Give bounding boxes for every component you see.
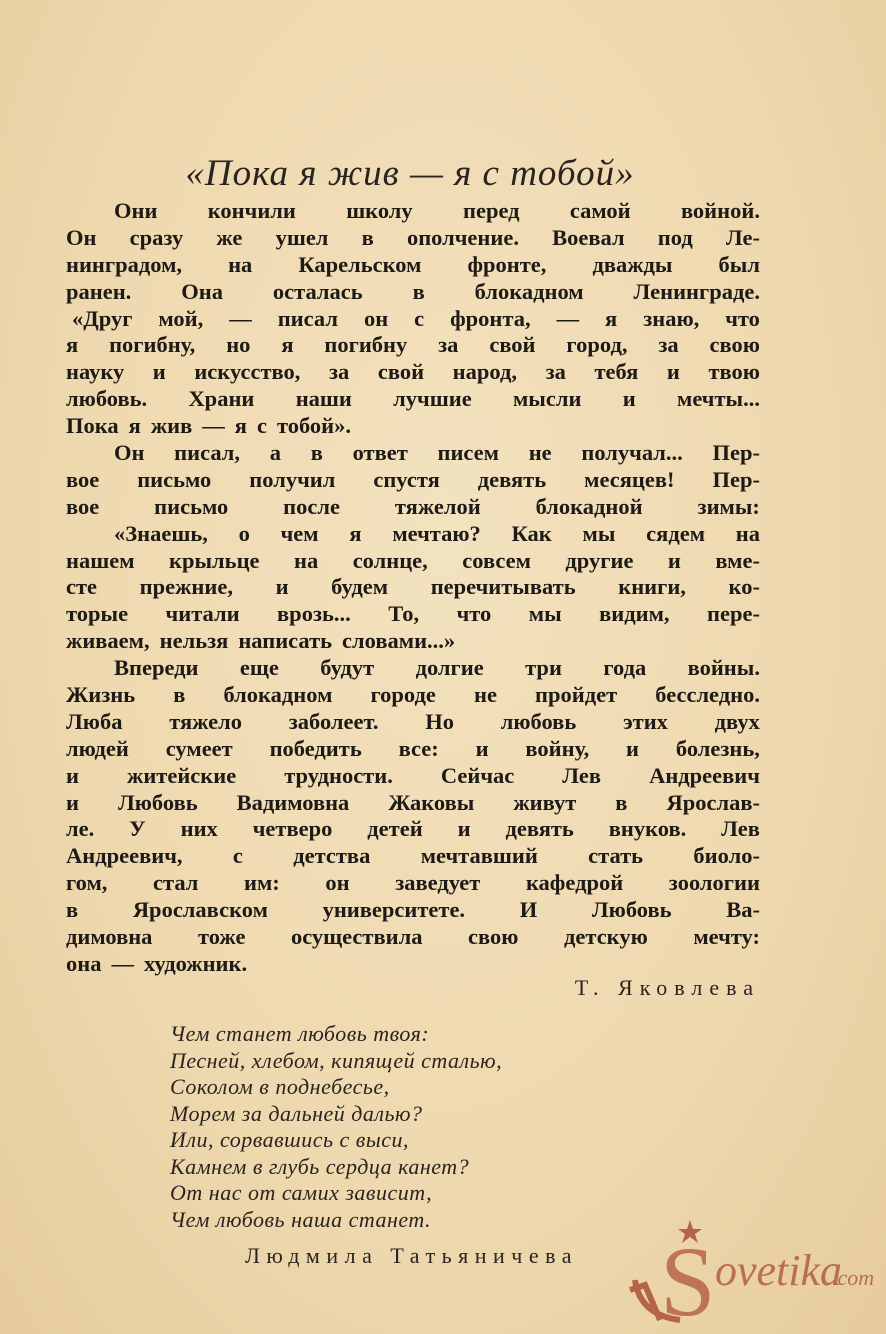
poem-line: От нас от самих зависит,: [170, 1180, 433, 1205]
poem-line: Чем любовь наша станет.: [170, 1206, 432, 1232]
text-line: нашем крыльце на солнце, совсем другие и вме-: [66, 547, 760, 573]
text-line: в Ярославском университете. И Любовь Ва-: [66, 897, 760, 923]
text-line: людей сумеет победить все: и войну, и болезнь,: [66, 735, 760, 761]
text-line: Андреевич, с детства мечтавший стать биоло-: [66, 843, 760, 869]
article-author: Т. Яковлева: [574, 975, 760, 1000]
text-line: живаем, нельзя написать словами...»: [66, 628, 456, 654]
poem-line: Соколом в поднебесье,: [170, 1074, 390, 1099]
text-line: и Любовь Вадимовна Жаковы живут в Ярослав-: [66, 789, 760, 815]
article-title: «Пока я жив — я с тобой»: [185, 153, 635, 194]
text-line: Люба тяжело заболеет. Но любовь этих двух: [66, 708, 760, 734]
text-line: «Друг мой, — писал он с фронта, — я знаю, что: [72, 305, 760, 331]
poem-line: Или, сорвавшись с выси,: [170, 1127, 410, 1152]
text-line: Жизнь в блокадном городе не пройдет бесследно.: [66, 682, 760, 708]
poem-line: Морем за дальней далью?: [170, 1100, 423, 1126]
text-line: Он сразу же ушел в ополчение. Воевал под Ле-: [66, 224, 760, 250]
poem-line: Песней, хлебом, кипящей сталью,: [170, 1047, 503, 1073]
text-line: я погибну, но я погибну за свой город, за свою: [66, 332, 760, 358]
text-line: науку и искусство, за свой народ, за тебя и твою: [66, 359, 760, 385]
poem-line: Камнем в глубь сердца канет?: [170, 1153, 470, 1179]
svg-text:.com: .com: [832, 1265, 875, 1290]
poem-line: Чем станет любовь твоя:: [170, 1021, 430, 1046]
text-line: «Знаешь, о чем я мечтаю? Как мы сядем на: [114, 520, 760, 546]
text-line: любовь. Храни наши лучшие мысли и мечты...: [66, 386, 760, 412]
svg-text:S: S: [660, 1226, 716, 1330]
text-line: Они кончили школу перед самой войной.: [114, 198, 760, 223]
svg-text:ovetika: ovetika: [715, 1246, 843, 1295]
poem: [170, 1021, 502, 1233]
text-line: Впереди еще будут долгие три года войны.: [114, 655, 760, 681]
text-line: ранен. Она осталась в блокадном Ленинграде.: [66, 278, 760, 304]
text-line: нинградом, на Карельском фронте, дважды был: [66, 251, 760, 277]
text-line: Он писал, а в ответ писем не получал... Пер-: [114, 440, 760, 466]
article-body: [66, 198, 760, 978]
text-line: димовна тоже осуществила свою детскую мечту:: [66, 924, 760, 950]
text-line: вое письмо после тяжелой блокадной зимы:: [66, 493, 760, 519]
text-line: гом, стал им: он заведует кафедрой зоологии: [66, 870, 760, 896]
text-line: торые читали врозь... То, что мы видим, пере-: [66, 601, 760, 627]
poem-author: Людмила Татьяничева: [245, 1243, 578, 1268]
text-line: ле. У них четверо детей и девять внуков. Лев: [66, 816, 760, 842]
text-line: Пока я жив — я с тобой».: [66, 413, 351, 439]
text-line: сте прежние, и будем перечитывать книги, ко-: [66, 574, 760, 600]
text-line: она — художник.: [66, 950, 248, 976]
text-line: вое письмо получил спустя девять месяцев! Пер-: [66, 466, 760, 492]
sovetika-watermark-logo: [620, 1220, 880, 1330]
text-line: и житейские трудности. Сейчас Лев Андреевич: [66, 762, 760, 788]
